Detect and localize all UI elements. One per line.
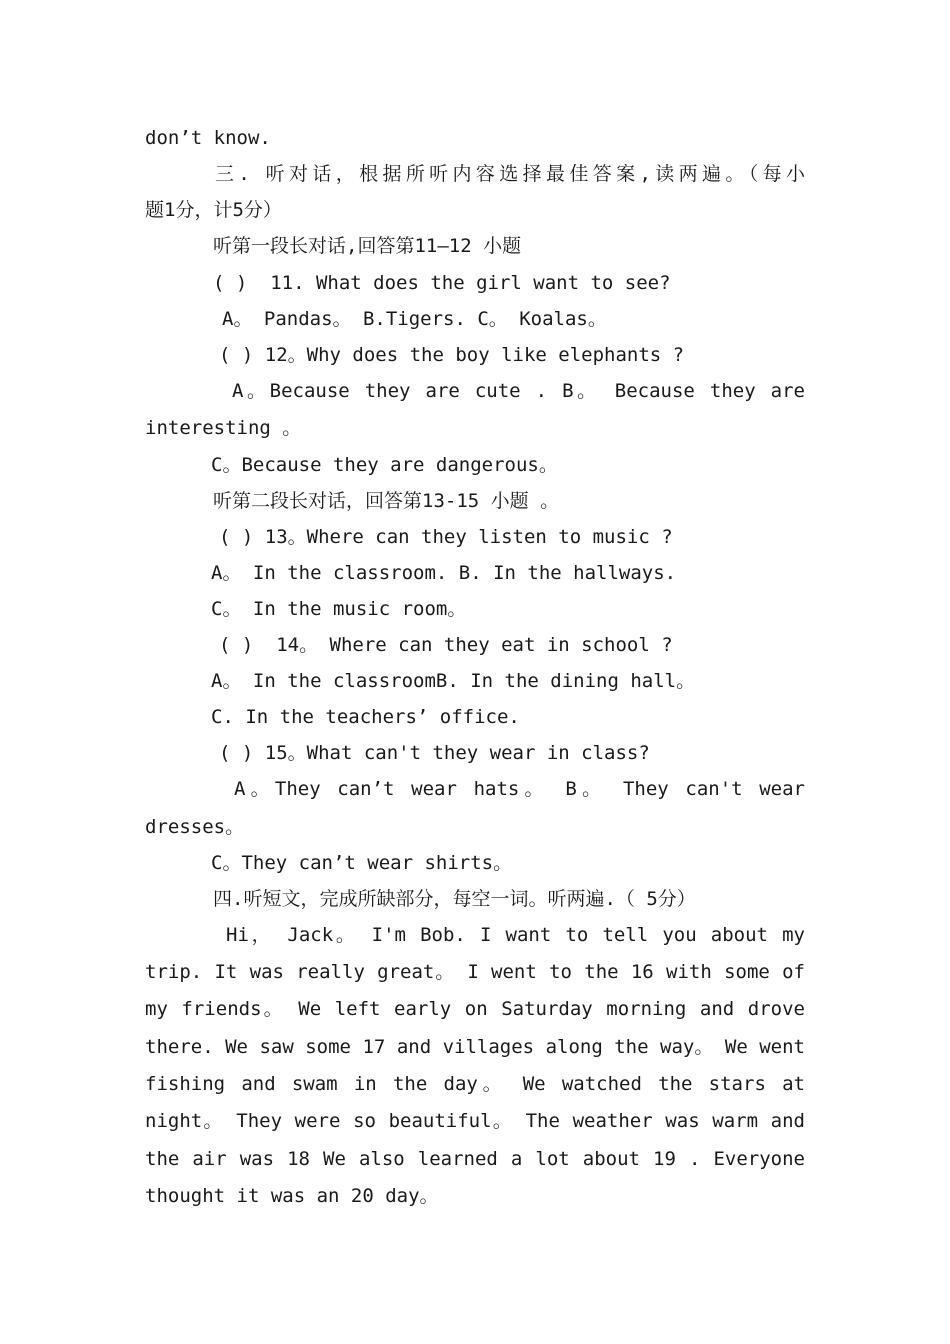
q15-stem: ( ) 15。What can't they wear in class? (219, 742, 650, 764)
part1-intro: 听第一段长对话,回答第11—12 小题 (213, 235, 522, 257)
q15-options-line1: A。They can’t wear hats。 B。 They can't wear (234, 778, 805, 800)
passage-line: the air was 18 We also learned a lot about 19 . Everyone (145, 1148, 805, 1170)
passage-line: there. We saw some 17 and villages along the way。 We went (145, 1036, 805, 1058)
q13-option-c: C。 In the music room。 (211, 598, 467, 620)
q14-options-ab: A。 In the classroomB. In the dining hall。 (211, 670, 696, 692)
q12-options-line2: interesting 。 (145, 417, 302, 439)
q13-options-ab: A。 In the classroom. B. In the hallways. (211, 562, 677, 584)
q12-option-c: C。Because they are dangerous。 (211, 454, 558, 476)
q11-stem: ( ) 11. What does the girl want to see? (213, 272, 671, 294)
passage-line: trip. It was really great。 I went to the 16 with some of (145, 961, 805, 983)
q12-options-line1: A。Because they are cute . B。 Because they are (232, 380, 805, 402)
q13-stem: ( ) 13。Where can they listen to music ? (219, 526, 673, 548)
passage-line: night。 They were so beautiful。 The weather was warm and (145, 1110, 805, 1132)
q14-stem: ( ) 14。 Where can they eat in school ? (219, 634, 673, 656)
passage-line: Hi， Jack。 I'm Bob. I want to tell you about my (226, 924, 805, 946)
continuation-text: don’t know. (145, 127, 271, 149)
passage-line: fishing and swam in the day。 We watched the stars at (145, 1073, 805, 1095)
q15-option-c: C。They can’t wear shirts。 (211, 852, 513, 874)
q14-option-c: C. In the teachers’ office. (211, 706, 520, 728)
section4-heading: 四.听短文，完成所缺部分，每空一词。听两遍.（ 5分） (213, 888, 696, 910)
section3-heading-cont: 题1分，计5分） (145, 199, 282, 221)
section3-heading: 三. 听对话，根据所听内容选择最佳答案,读两遍。（每小 (215, 163, 805, 185)
q11-options: A。 Pandas。 B.Tigers. C。 Koalas。 (222, 308, 607, 330)
passage-line: my friends。 We left early on Saturday morning and drove (145, 998, 805, 1020)
q15-options-line2: dresses。 (145, 816, 245, 838)
passage-line: thought it was an 20 day。 (145, 1185, 439, 1207)
part2-intro: 听第二段长对话，回答第13-15 小题 。 (213, 490, 560, 512)
q12-stem: ( ) 12。Why does the boy like elephants ? (219, 344, 685, 366)
